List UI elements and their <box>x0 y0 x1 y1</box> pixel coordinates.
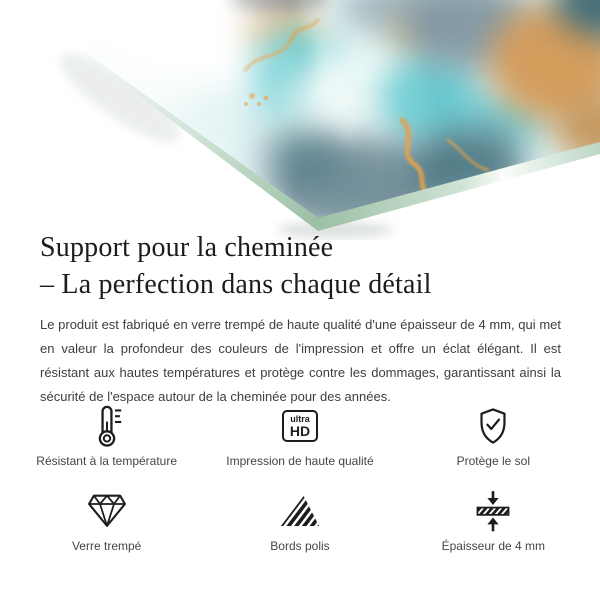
feature-label: Protège le sol <box>456 454 531 468</box>
shield-check-icon <box>476 403 510 449</box>
feature-label: Épaisseur de 4 mm <box>441 539 546 553</box>
polished-edges-icon <box>280 488 320 534</box>
features-grid <box>10 403 590 553</box>
feature-print-quality <box>203 403 396 468</box>
feature-label: Impression de haute qualité <box>226 454 374 468</box>
page-title <box>40 229 561 303</box>
feature-thickness <box>397 488 590 553</box>
feature-floor-protection <box>397 403 590 468</box>
feature-label: Résistant à la température <box>36 454 178 468</box>
feature-tempered-glass <box>10 488 203 553</box>
ultra-hd-icon-text-bottom: HD <box>289 422 311 439</box>
feature-label: Bords polis <box>270 539 330 553</box>
hero-glass-panel-image <box>0 0 600 240</box>
ultra-hd-icon <box>282 403 318 449</box>
feature-label: Verre trempé <box>71 539 142 553</box>
product-description-text: Le produit est fabriqué en verre trempé de haute qualité d'une épaisseur de 4 mm, qui met en valeur la profondeur des couleurs de l'impression et offre un éclat élégant. Il est résistant aux hautes températures et protège contre les dommages, garantissant ainsi la sécurité de l'espace autour de la cheminée pour des années. <box>40 317 561 404</box>
feature-polished-edges <box>203 488 396 553</box>
feature-temperature <box>10 403 203 468</box>
thermometer-icon <box>91 403 123 449</box>
product-description-section <box>40 229 561 409</box>
ultra-hd-icon-text-top: ultra <box>290 413 310 424</box>
diamond-icon <box>86 488 128 534</box>
page-title-line1: Support pour la cheminée <box>40 232 334 263</box>
thickness-icon <box>474 488 512 534</box>
page-title-line2: – La perfection dans chaque détail <box>40 269 432 300</box>
